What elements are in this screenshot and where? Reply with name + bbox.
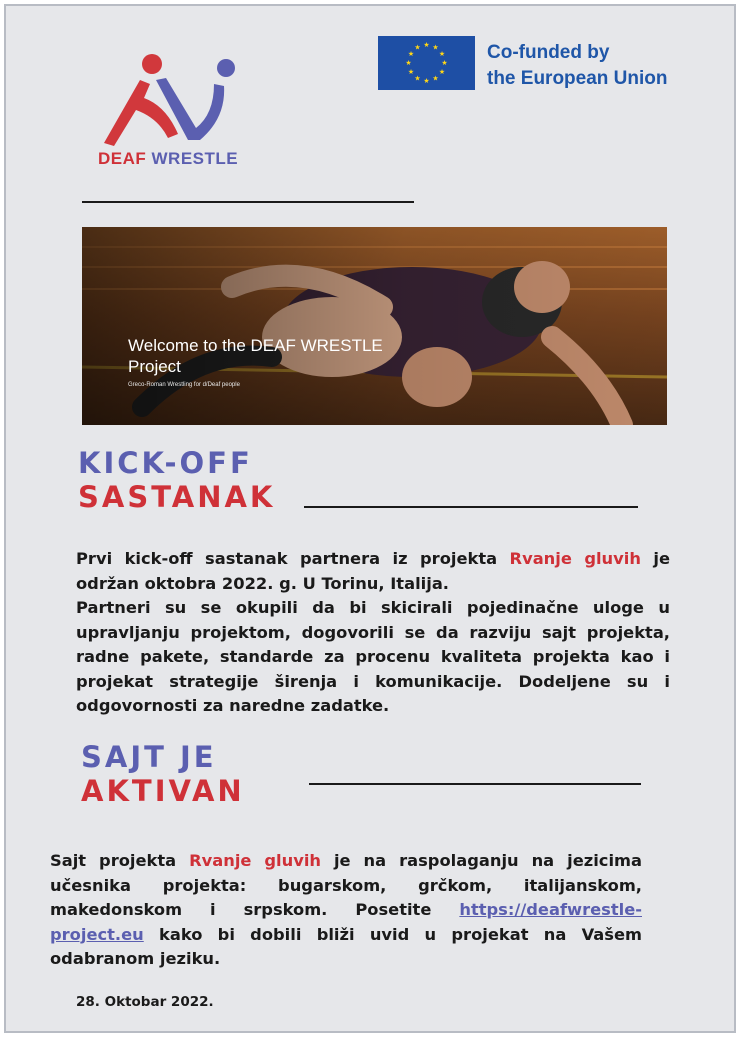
heading-line-2: AKTIVAN (81, 774, 245, 808)
svg-text:★: ★ (423, 41, 430, 49)
svg-text:★: ★ (405, 59, 412, 67)
text-run: Prvi kick-off sastanak partnera iz projekta (76, 549, 510, 568)
kickoff-paragraph-2: Partneri su se okupili da bi skicirali pojedinačne uloge u upravljanju projektom, dogovorili se da razviju sajt projekta, radne pakete, standarde za procenu kvaliteta projekta kao i projekat strategije širenja i komunikacije. Dodeljene su i odgovornosti za naredne zadatke. (76, 598, 670, 715)
eu-flag-icon (378, 36, 475, 90)
heading-line-2: SASTANAK (78, 480, 276, 514)
svg-text:★: ★ (414, 43, 421, 52)
text-run: je održan oktobra 2022. g. U Torinu, Italija. (76, 549, 670, 593)
eu-line-2: the European Union (487, 68, 668, 89)
eu-line-1: Co-funded by (487, 42, 610, 63)
section-heading-website (81, 740, 245, 808)
hero-banner (82, 227, 667, 425)
text-run: je na raspolaganju na jezicima učesnika projekta: bugarskom, grčkom, italijanskom, makedonskom i srpskom. Posetite (50, 851, 642, 919)
svg-text:★: ★ (407, 50, 415, 58)
website-paragraph (50, 849, 642, 972)
svg-text:★: ★ (407, 68, 415, 76)
svg-text:★: ★ (432, 43, 439, 52)
project-name-highlight: Rvanje gluvih (509, 549, 641, 568)
svg-text:★: ★ (438, 50, 446, 58)
svg-text:★: ★ (432, 74, 439, 83)
logo-wordmark (98, 149, 238, 169)
eu-cofunded-text (487, 40, 668, 92)
heading-line-1: KICK-OFF (78, 446, 253, 480)
publication-date: 28. Oktobar 2022. (76, 994, 214, 1010)
hero-title-line-1: Welcome to the DEAF WRESTLE (128, 336, 383, 355)
logo-text-deaf: DEAF (98, 149, 152, 168)
text-run: Sajt projekta (50, 851, 190, 870)
project-website-link[interactable]: https://deafwrestle-project.eu (50, 900, 642, 944)
divider-top (82, 201, 414, 203)
svg-text:★: ★ (414, 74, 421, 83)
svg-text:★: ★ (438, 68, 446, 76)
kickoff-paragraph (76, 547, 670, 719)
hero-title (128, 335, 383, 377)
divider-section-1 (304, 506, 638, 508)
text-run: kako bi dobili bliži uvid u projekat na Vašem odabranom jeziku. (50, 924, 642, 968)
hero-subtitle: Greco-Roman Wrestling for d/Deaf people (128, 382, 240, 388)
section-heading-kickoff (78, 446, 275, 514)
logo-text-wrestle: WRESTLE (151, 149, 239, 168)
newsletter-page (4, 4, 736, 1033)
heading-line-1: SAJT JE (81, 740, 217, 774)
svg-text:★: ★ (423, 77, 430, 85)
hero-title-line-2: Project (128, 357, 181, 376)
svg-text:★: ★ (441, 59, 448, 67)
wrestling-photo (82, 227, 667, 425)
divider-section-2 (309, 783, 641, 785)
project-name-highlight: Rvanje gluvih (189, 851, 322, 870)
kickoff-paragraph-1 (76, 547, 670, 596)
